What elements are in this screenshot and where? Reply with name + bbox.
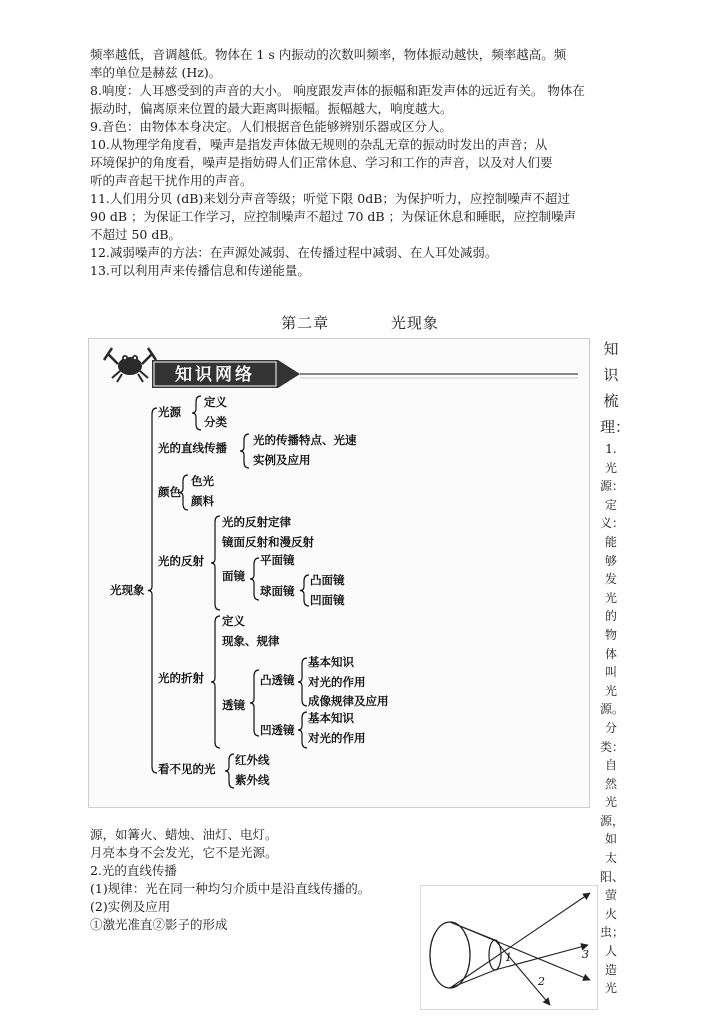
mindmap-leaf: 面镜 <box>222 569 245 583</box>
text-line: 率的单位是赫兹 (Hz)。 <box>90 65 222 80</box>
diagram-label-2: 2 <box>538 975 545 988</box>
text-line: 90 dB ；为保证工作学习，应控制噪声不超过 70 dB ；为保证休息和睡眠，应控制噪声 <box>90 209 577 224</box>
text-line: ①激光准直②影子的形成 <box>90 917 228 932</box>
diagram-label-3: 3 <box>582 948 589 961</box>
diagram-label-1: 1 <box>505 951 512 964</box>
side-text-line: 源： <box>600 479 625 494</box>
text-line: 13.可以利用声来传播信息和传递能量。 <box>90 263 310 278</box>
text-line: (2)实例及应用 <box>90 899 171 914</box>
text-line: 12.减弱噪声的方法：在声源处减弱、在传播过程中减弱、在人耳处减弱。 <box>90 245 498 260</box>
mindmap-leaf: 成像规律及应用 <box>308 694 389 708</box>
side-text-line: 阳、 <box>600 869 625 884</box>
mindmap-leaf: 实例及应用 <box>253 453 311 467</box>
side-heading-char: 理： <box>600 418 631 436</box>
chapter-name: 光现象 <box>390 314 439 332</box>
mindmap-branch: 光的直线传播 <box>158 441 227 455</box>
text-line: 11.人们用分贝 (dB)来划分声音等级；听觉下限 0dB；为保护听力，应控制噪声不超过 <box>90 191 570 206</box>
side-text-line: 自然 <box>604 758 617 791</box>
side-text-line: 能够 <box>604 534 617 568</box>
banner-title: 知识网络 <box>175 365 255 385</box>
mindmap-leaf: 定义 <box>204 395 227 409</box>
text-line: 振动时，偏离原来位置的最大距离叫振幅。振幅越大，响度越大。 <box>90 101 453 116</box>
side-text-line: 定 <box>604 497 617 512</box>
mindmap-root: 光现象 <box>110 583 145 597</box>
side-text-line: 光 <box>604 981 617 996</box>
mindmap-branch: 光源 <box>158 405 181 419</box>
side-heading <box>600 336 631 440</box>
side-heading-char: 梳 <box>603 392 619 410</box>
side-text-line: 源。 <box>600 702 625 717</box>
mindmap-leaf: 光的反射定律 <box>222 515 291 529</box>
side-text-line: 义： <box>600 516 625 531</box>
top-text <box>90 46 630 280</box>
text-line: 不超过 50 dB。 <box>90 227 182 242</box>
mindmap-leaf: 颜料 <box>191 494 214 508</box>
mindmap-leaf: 基本知识 <box>308 655 354 669</box>
shadow-diagram <box>420 885 598 1010</box>
mindmap-branch: 光的折射 <box>158 671 204 685</box>
side-text-line: 光 <box>604 795 617 810</box>
mindmap-leaf: 凹面镜 <box>310 593 345 607</box>
mindmap-leaf: 镜面反射和漫反射 <box>222 535 314 549</box>
side-text-line: 发光 <box>604 572 617 605</box>
mindmap-leaf: 球面镜 <box>260 584 295 598</box>
mindmap-leaf: 平面镜 <box>260 553 295 567</box>
mindmap-leaf: 定义 <box>222 614 245 628</box>
text-line: 10.从物理学角度看，噪声是指发声体做无规则的杂乱无章的振动时发出的声音；从 <box>90 137 548 152</box>
mindmap-leaf: 对光的作用 <box>308 675 366 689</box>
side-text-line: 萤火 <box>604 888 617 921</box>
side-heading-char: 知 <box>603 340 619 358</box>
mindmap-leaf: 凸面镜 <box>310 573 345 587</box>
mindmap-leaf: 色光 <box>191 474 214 488</box>
text-line: 9.音色：由物体本身决定。人们根据音色能够辨别乐器或区分人。 <box>90 119 452 134</box>
side-text-line: 类： <box>600 739 625 754</box>
knowledge-network-diagram <box>88 338 590 808</box>
side-text-line: 虫； <box>600 925 625 940</box>
side-text-line: 源， <box>600 813 625 828</box>
side-text-line: 人造 <box>604 944 617 977</box>
text-line: 频率越低，音调越低。物体在 1 s 内振动的次数叫频率，物体振动越快，频率越高。频 <box>90 47 567 62</box>
side-text-line: 1. 光 <box>604 442 617 475</box>
text-line: 源，如篝火、蜡烛、油灯、电灯。 <box>90 827 278 842</box>
side-text-line: 的物 <box>604 609 617 642</box>
side-text-line: 光 <box>604 683 617 698</box>
text-line: 环境保护的角度看，噪声是指妨碍人们正常休息、学习和工作的声音，以及对人们要 <box>90 155 553 170</box>
mindmap-leaf: 凸透镜 <box>260 673 295 687</box>
text-line: 听的声音起干扰作用的声音。 <box>90 173 253 188</box>
mindmap-leaf: 基本知识 <box>308 711 354 725</box>
text-line: 月亮本身不会发光，它不是光源。 <box>90 845 278 860</box>
side-text-line: 如太 <box>604 832 617 866</box>
mindmap-leaf: 紫外线 <box>235 773 270 787</box>
side-text-line: 分 <box>604 720 617 735</box>
chapter-number: 第二章 <box>281 314 330 332</box>
side-heading-char: 识 <box>603 366 619 384</box>
mindmap-branch: 颜色 <box>158 485 181 499</box>
mindmap-leaf: 对光的作用 <box>308 731 366 745</box>
text-line: 2.光的直线传播 <box>90 863 177 878</box>
mindmap-branch: 看不见的光 <box>158 762 216 776</box>
mindmap-leaf: 凹透镜 <box>260 723 295 737</box>
text-line: (1)规律：光在同一种均匀介质中是沿直线传播的。 <box>90 881 371 896</box>
mindmap-branch: 光的反射 <box>158 554 204 568</box>
text-line: 8.响度：人耳感受到的声音的大小。 响度跟发声体的振幅和距发声体的远近有关。 物体在 <box>90 83 585 98</box>
mindmap-leaf: 红外线 <box>235 753 270 767</box>
mindmap-leaf: 光的传播特点、光速 <box>253 433 357 447</box>
mindmap-leaf: 分类 <box>204 415 227 429</box>
chapter-title <box>0 312 720 333</box>
mindmap-leaf: 现象、规律 <box>222 634 280 648</box>
mindmap-leaf: 透镜 <box>222 698 245 712</box>
side-text-line: 体叫 <box>604 646 617 680</box>
